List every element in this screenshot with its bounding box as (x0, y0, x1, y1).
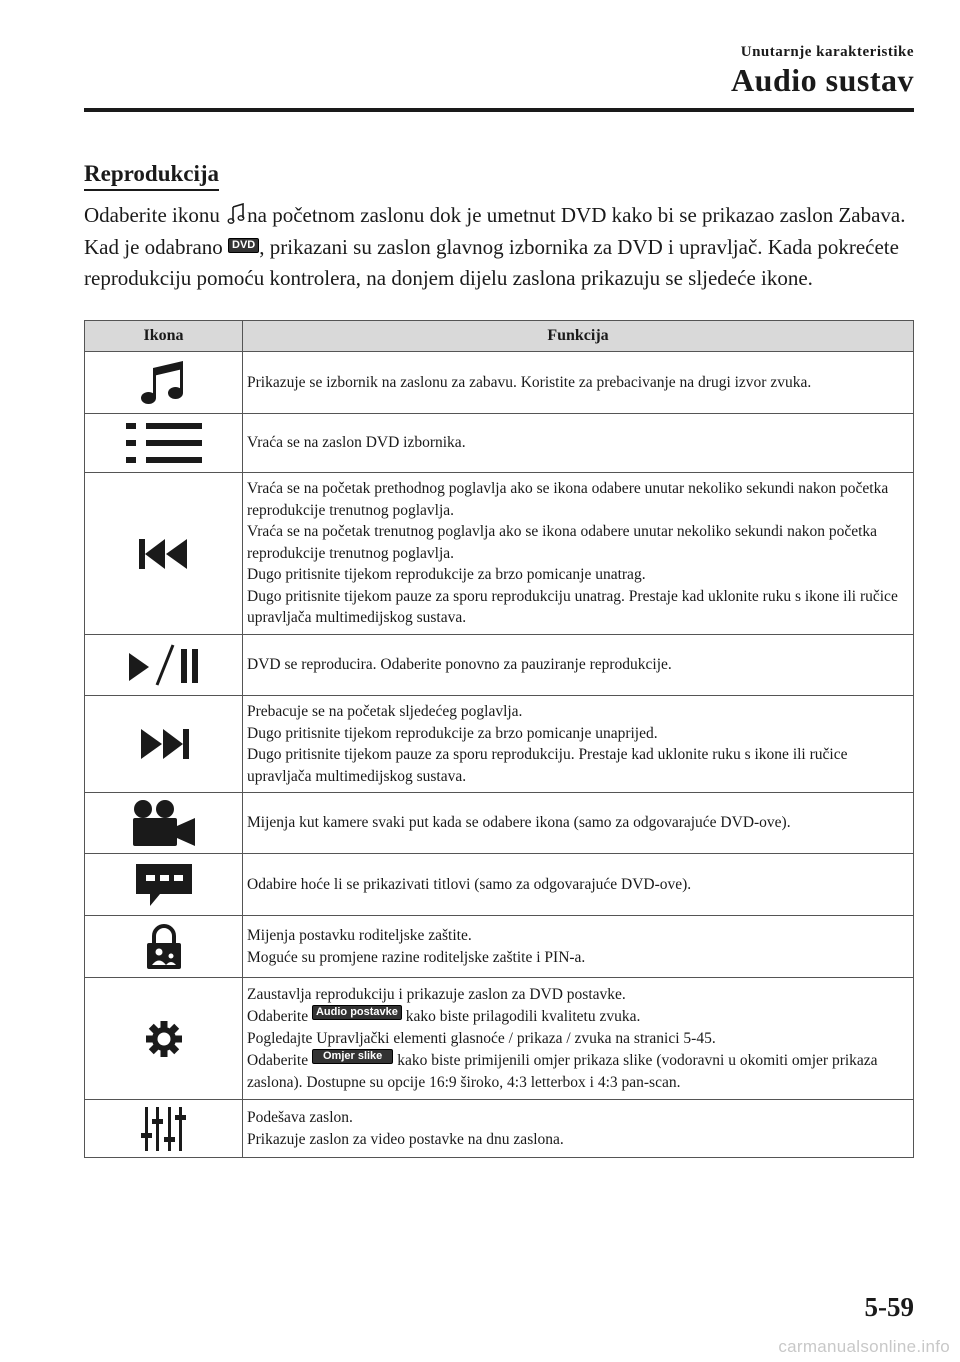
music-note-icon (227, 203, 245, 225)
table-row (85, 1100, 914, 1158)
row-0-line-0: Prikazuje se izbornik na zaslonu za zabavu. Koristite za prebacivanje na drugi izvor zvuka. (247, 373, 812, 391)
parental-lock-icon (144, 923, 184, 971)
header-rule (84, 108, 914, 112)
row-7-line-0: Mijenja postavku roditeljske zaštite. (247, 927, 472, 944)
row-5-line-0: Mijenja kut kamere svaki put kada se odabere ikona (samo za odgovarajuće DVD-ove). (247, 814, 791, 832)
intro-paragraph (84, 200, 914, 295)
row-8-line-2-pre: Odaberite (247, 1008, 309, 1026)
row-9-line-1: Prikazuje zaslon za video postavke na dnu zaslona. (247, 1130, 564, 1148)
row-4-line-0: Prebacuje se na početak sljedećeg poglavlja. (247, 703, 523, 720)
aspect-ratio-button: Omjer slike (312, 1049, 393, 1064)
row-9-line-0: Podešava zaslon. (247, 1109, 353, 1126)
row-6-line-0: Odabire hoće li se prikazivati titlovi (samo za odgovarajuće DVD-ove). (247, 875, 692, 893)
intro-part1: Odaberite ikonu (84, 203, 220, 227)
row-7-line-1: Moguće su promjene razine roditeljske zaštite i PIN-a. (247, 948, 586, 966)
header-icon: Ikona (85, 321, 243, 352)
section-heading: Reprodukcija (84, 160, 219, 191)
icon-function-table (84, 320, 914, 1158)
row-8-line-4-post: kako biste primijenili omjer prikaza slike (vodoravni u okomiti omjer prikaza zaslona). Dostupne su opcije 16:9 široko, 4:3 letterbox i 4:3 pan-scan. (247, 1052, 878, 1091)
dvd-button: DVD (228, 238, 259, 253)
video-settings-sliders-icon (141, 1105, 187, 1153)
row-8-line-2-post: kako biste prilagodili kvalitetu zvuka. (405, 1008, 641, 1026)
row-8-line-4-pre: Odaberite (247, 1052, 309, 1070)
table-row (85, 473, 914, 635)
gear-icon (144, 1019, 184, 1059)
table-row (85, 978, 914, 1100)
table-row (85, 793, 914, 854)
play-pause-icon (127, 643, 201, 687)
row-1-line-0: Vraća se na zaslon DVD izbornika. (247, 434, 466, 452)
table-row (85, 352, 914, 414)
skip-previous-icon (137, 537, 191, 571)
audio-settings-button: Audio postavke (312, 1005, 402, 1020)
header-function: Funkcija (243, 321, 914, 352)
table-row (85, 635, 914, 696)
header-section-label: Unutarnje karakteristike (740, 44, 914, 60)
table-row (85, 854, 914, 916)
intro-part2: na početnom zaslonu dok je umetnut DVD kako bi se prikazao zaslon Zabava. Kad je odabrano (84, 203, 906, 259)
row-8-line-1: Zaustavlja reprodukciju i prikazuje zaslon za DVD postavke. (247, 985, 626, 1003)
watermark: carmanualsonline.info (778, 1337, 950, 1356)
row-2-line-0: Vraća se na početak prethodnog poglavlja ako se ikona odabere unutar nekoliko sekundi nakon početka reprodukcije trenutnog poglavlja. (247, 480, 889, 519)
row-3-line-0: DVD se reproducira. Odaberite ponovno za pauziranje reprodukcije. (247, 656, 672, 674)
list-menu-icon (124, 421, 204, 465)
camera-angle-icon (129, 798, 199, 848)
row-2-line-2: Dugo pritisnite tijekom reprodukcije za brzo pomicanje unatrag. (247, 566, 646, 584)
subtitles-icon (134, 862, 194, 908)
row-2-line-1: Vraća se na početak trenutnog poglavlja ako se ikona odabere unutar nekoliko sekundi nakon početka reprodukcije trenutnog poglavlja. (247, 523, 878, 562)
table-row (85, 414, 914, 473)
intro-part3: , prikazani su zaslon glavnog izbornika za DVD i upravljač. Kada pokrećete reprodukciju pomoću kontrolera, na donjem dijelu zaslona prikazuju se sljedeće ikone. (84, 234, 899, 290)
table-header-row (85, 321, 914, 352)
skip-next-icon (137, 727, 191, 761)
row-4-line-1: Dugo pritisnite tijekom reprodukcije za brzo pomicanje unaprijed. (247, 724, 658, 742)
page-number: 5-59 (864, 1292, 914, 1322)
table-row (85, 916, 914, 978)
header-title: Audio sustav (731, 62, 914, 98)
row-8-line-3: Pogledajte Upravljački elementi glasnoće / prikaza / zvuka na stranici 5-45. (247, 1029, 716, 1047)
row-2-line-3: Dugo pritisnite tijekom pauze za sporu reprodukciju unatrag. Prestaje kad uklonite ruku s ikone ili ručice upravljača multimedijskog sustava. (247, 587, 898, 627)
table-row (85, 696, 914, 793)
row-4-line-2: Dugo pritisnite tijekom pauze za sporu reprodukciju. Prestaje kad uklonite ruku s ikone ili ručice upravljača multimedijskog sustava. (247, 746, 848, 785)
music-note-icon (139, 359, 189, 407)
